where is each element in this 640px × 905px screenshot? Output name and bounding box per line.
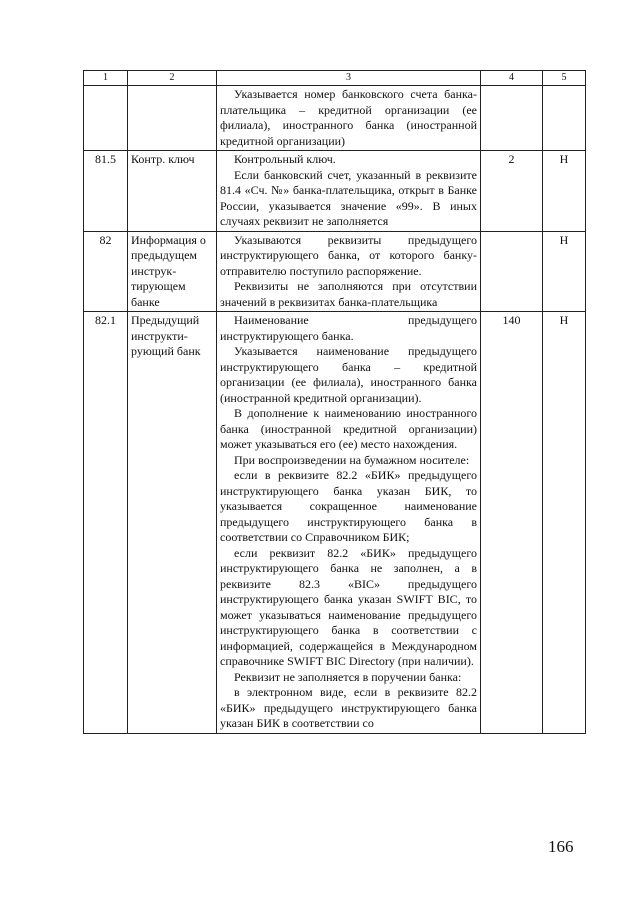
table-row (84, 231, 586, 312)
description-paragraph: Указываются реквизиты предыдущего инструктирующего банка, от которого банку-отправителю поступило распоряжение. (220, 232, 477, 278)
requisite-description (217, 312, 481, 734)
description-paragraph: Если банковский счет, указанный в реквизите 81.4 «Сч. №» банка-плательщика, открыт в Банке России, указывается значение «99». В иных случаях реквизит не заполняется (220, 167, 477, 228)
description-paragraph: в электронном виде, если в реквизите 82.2 «БИК» предыдущего инструктирующего банка указан БИК в соответствии со (220, 685, 477, 730)
table-header-row (84, 71, 586, 86)
requisite-description (217, 151, 481, 232)
requisite-name: Информация о предыдущем инструк-тирующем банке (128, 231, 217, 312)
requisite-length: 140 (481, 312, 543, 734)
requisite-description (217, 86, 481, 151)
description-paragraph: Наименование предыдущего инструктирующего банка. (220, 313, 477, 343)
column-header: 1 (84, 71, 128, 86)
table-row (84, 86, 586, 151)
requisite-description (217, 231, 481, 312)
requisite-length (481, 86, 543, 151)
requisites-table (83, 70, 586, 734)
requisite-flag: Н (543, 231, 586, 312)
description-paragraph: Указывается номер банковского счета банка-плательщика – кредитной организации (ее филиала), иностранного банка (иностранной кредитной организации) (220, 87, 477, 148)
requisite-length (481, 231, 543, 312)
column-header: 2 (128, 71, 217, 86)
column-header: 5 (543, 71, 586, 86)
requisite-flag (543, 86, 586, 151)
column-header: 4 (481, 71, 543, 86)
requisite-name: Контр. ключ (128, 151, 217, 232)
table-row (84, 312, 586, 734)
description-paragraph: если в реквизите 82.2 «БИК» предыдущего инструктирующего банка указан БИК, то указывается сокращенное наименование предыдущего инструктирующего банка в соответствии со Справочником БИК; (220, 468, 477, 544)
description-paragraph: Контрольный ключ. (234, 152, 336, 166)
column-header: 3 (217, 71, 481, 86)
requisite-length: 2 (481, 151, 543, 232)
requisite-number (84, 86, 128, 151)
description-paragraph: При воспроизведении на бумажном носителе: (234, 452, 470, 467)
description-paragraph: Реквизиты не заполняются при отсутствии значений в реквизитах банка-плательщика (220, 279, 477, 309)
table-row (84, 151, 586, 232)
requisite-name: Предыдущий инструкти-рующий банк (128, 312, 217, 734)
requisite-name (128, 86, 217, 151)
description-paragraph: В дополнение к наименованию иностранного банка (иностранной кредитной организации) может указываться его (ее) место нахождения. (220, 406, 477, 451)
page-number: 166 (548, 837, 574, 856)
requisite-flag: Н (543, 312, 586, 734)
requisite-number: 81.5 (84, 151, 128, 232)
requisite-flag: Н (543, 151, 586, 232)
description-paragraph: Указывается наименование предыдущего инструктирующего банка – кредитной организации (ее филиала), иностранного банка (иностранной кредитной организации). (220, 344, 477, 405)
requisite-number: 82 (84, 231, 128, 312)
requisite-number: 82.1 (84, 312, 128, 734)
description-paragraph: Реквизит не заполняется в поручении банка: (234, 669, 462, 684)
description-paragraph: если реквизит 82.2 «БИК» предыдущего инструктирующего банка не заполнен, а в реквизите 82.3 «BIC» предыдущего инструктирующего банка указан SWIFT BIC, то может указываться наименование предыдущего инструктирующего банка в соответствии с информацией, содержащейся в Международном справочнике SWIFT BIC Directory (при наличии). (220, 545, 477, 668)
